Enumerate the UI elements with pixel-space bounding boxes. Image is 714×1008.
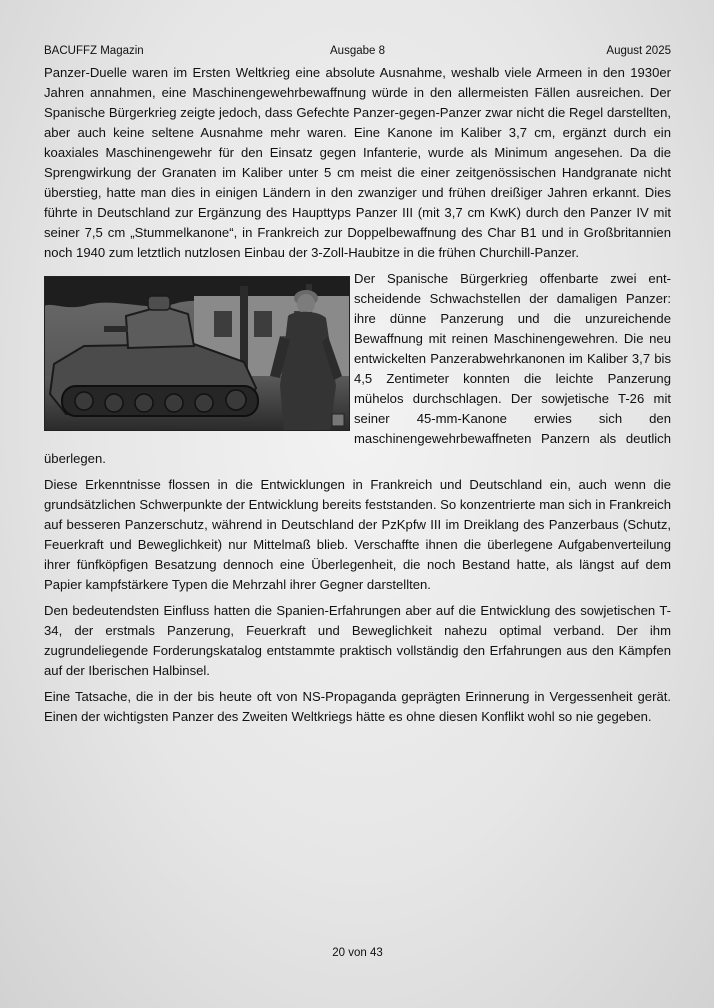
paragraph-1: Panzer-Duelle waren im Ersten Weltkrieg eine absolute Ausnahme, weshalb viele Armeen in den 1930er Jahren annahmen, eine Maschinengewehrbewaffnung würde in den allermeisten Fällen ausreichen. Der Spanische Bürgerkrieg zeigte jedoch, dass Gefechte Panzer-gegen-Panzer zwar nicht die Regel darstellten, aber auch keine seltene Ausnahme mehr waren. Eine Kanone im Kaliber 3,7 cm, ergänzt durch ein koaxiales Maschinengewehr für den Einsatz gegen Infanterie, wurde als Minimum angesehen. Da die Sprengwirkung der Granaten im Kaliber unter 5 cm meist die einer zeitgenössischen Handgranate nicht überstieg, hatte man dies in einigen Ländern in den zwanziger und frühen dreißiger Jahren erkannt. Dies führte in Deutschland zur Ergänzung des Haupttyps Panzer III (mit 3,7 cm KwK) durch den Panzer IV mit seiner 7,5 cm „Stummelkanone“, in Frankreich zur Doppelbewaffnung des Char B1 und in Großbritannien noch 1940 zum letztlich nutzlosen Einbau der 3-Zoll-Haubitze in die frühen Churchill-Panzer. — [44, 65, 671, 260]
page-header — [44, 44, 671, 58]
article-body — [44, 63, 671, 733]
magazine-name: BACUFFZ Magazin — [44, 45, 144, 57]
paragraph-5: Eine Tatsache, die in der bis heute oft von NS-Propaganda geprägten Erinnerung in Vergessenheit gerät. Einen der wichtigsten Panzer des Zweiten Weltkriegs hätte es ohne diesen Konflikt wohl so nie gegeben. — [44, 689, 671, 724]
paragraph-4: Den bedeutendsten Einfluss hatten die Spanien-Erfahrungen aber auf die Entwicklung des sowjetischen T-34, der erstmals Panzerung, Feuerkraft und Beweglichkeit nahezu optimal verband. Der ihm zugrundeliegende Forderungskatalog entstammte praktisch vollständig den Erfahrungen aus den Kämpfen auf der Iberischen Halbinsel. — [44, 603, 671, 678]
magazine-page — [44, 0, 671, 1008]
paragraph-2: Der Spanische Bürgerkrieg offenbarte zwei entscheidende Schwachstellen der damaligen Panzer: ihre dünne Panzerung und die unzureichende Bewaffnung mit reinen Maschinengewehren. Die neu entwickelten Panzerabwehrkanonen im Kaliber 3,7 bis 4,5 Zentimeter konnten die leichte Panzerung mühelos durchschlagen. Der sowjetische T-26 mit seiner 45-mm-Kanone erwies sich den maschinengewehrbewaffneten Panzern als deutlich überlegen. — [44, 271, 671, 466]
page-number: 20 von 43 — [332, 947, 383, 959]
paragraph-3: Diese Erkenntnisse flossen in die Entwicklungen in Frankreich und Deutschland ein, auch wenn die grundsätzlichen Schwerpunkte der Entwicklung bereits feststanden. So konzentrierte man sich in Frankreich auf besseren Panzerschutz, während in Deutschland der PzKpfw III im Dreiklang des Panzerbaus (Schutz, Feuerkraft und Beweglichkeit) nur Mittelmaß blieb. Verschaffte ihnen die überlegene Aufgabenverteilung ihrer fünfköpfigen Besatzung dennoch eine Überlegenheit, die noch Bestand hatte, als längst auf dem Papier kampfstärkere Typen die Mehrzahl ihrer Gegner darstellten. — [44, 477, 671, 592]
tank-photo — [44, 276, 350, 431]
issue-number: Ausgabe 8 — [330, 45, 385, 57]
tank-photo-icon — [44, 276, 350, 431]
issue-date: August 2025 — [606, 45, 671, 57]
